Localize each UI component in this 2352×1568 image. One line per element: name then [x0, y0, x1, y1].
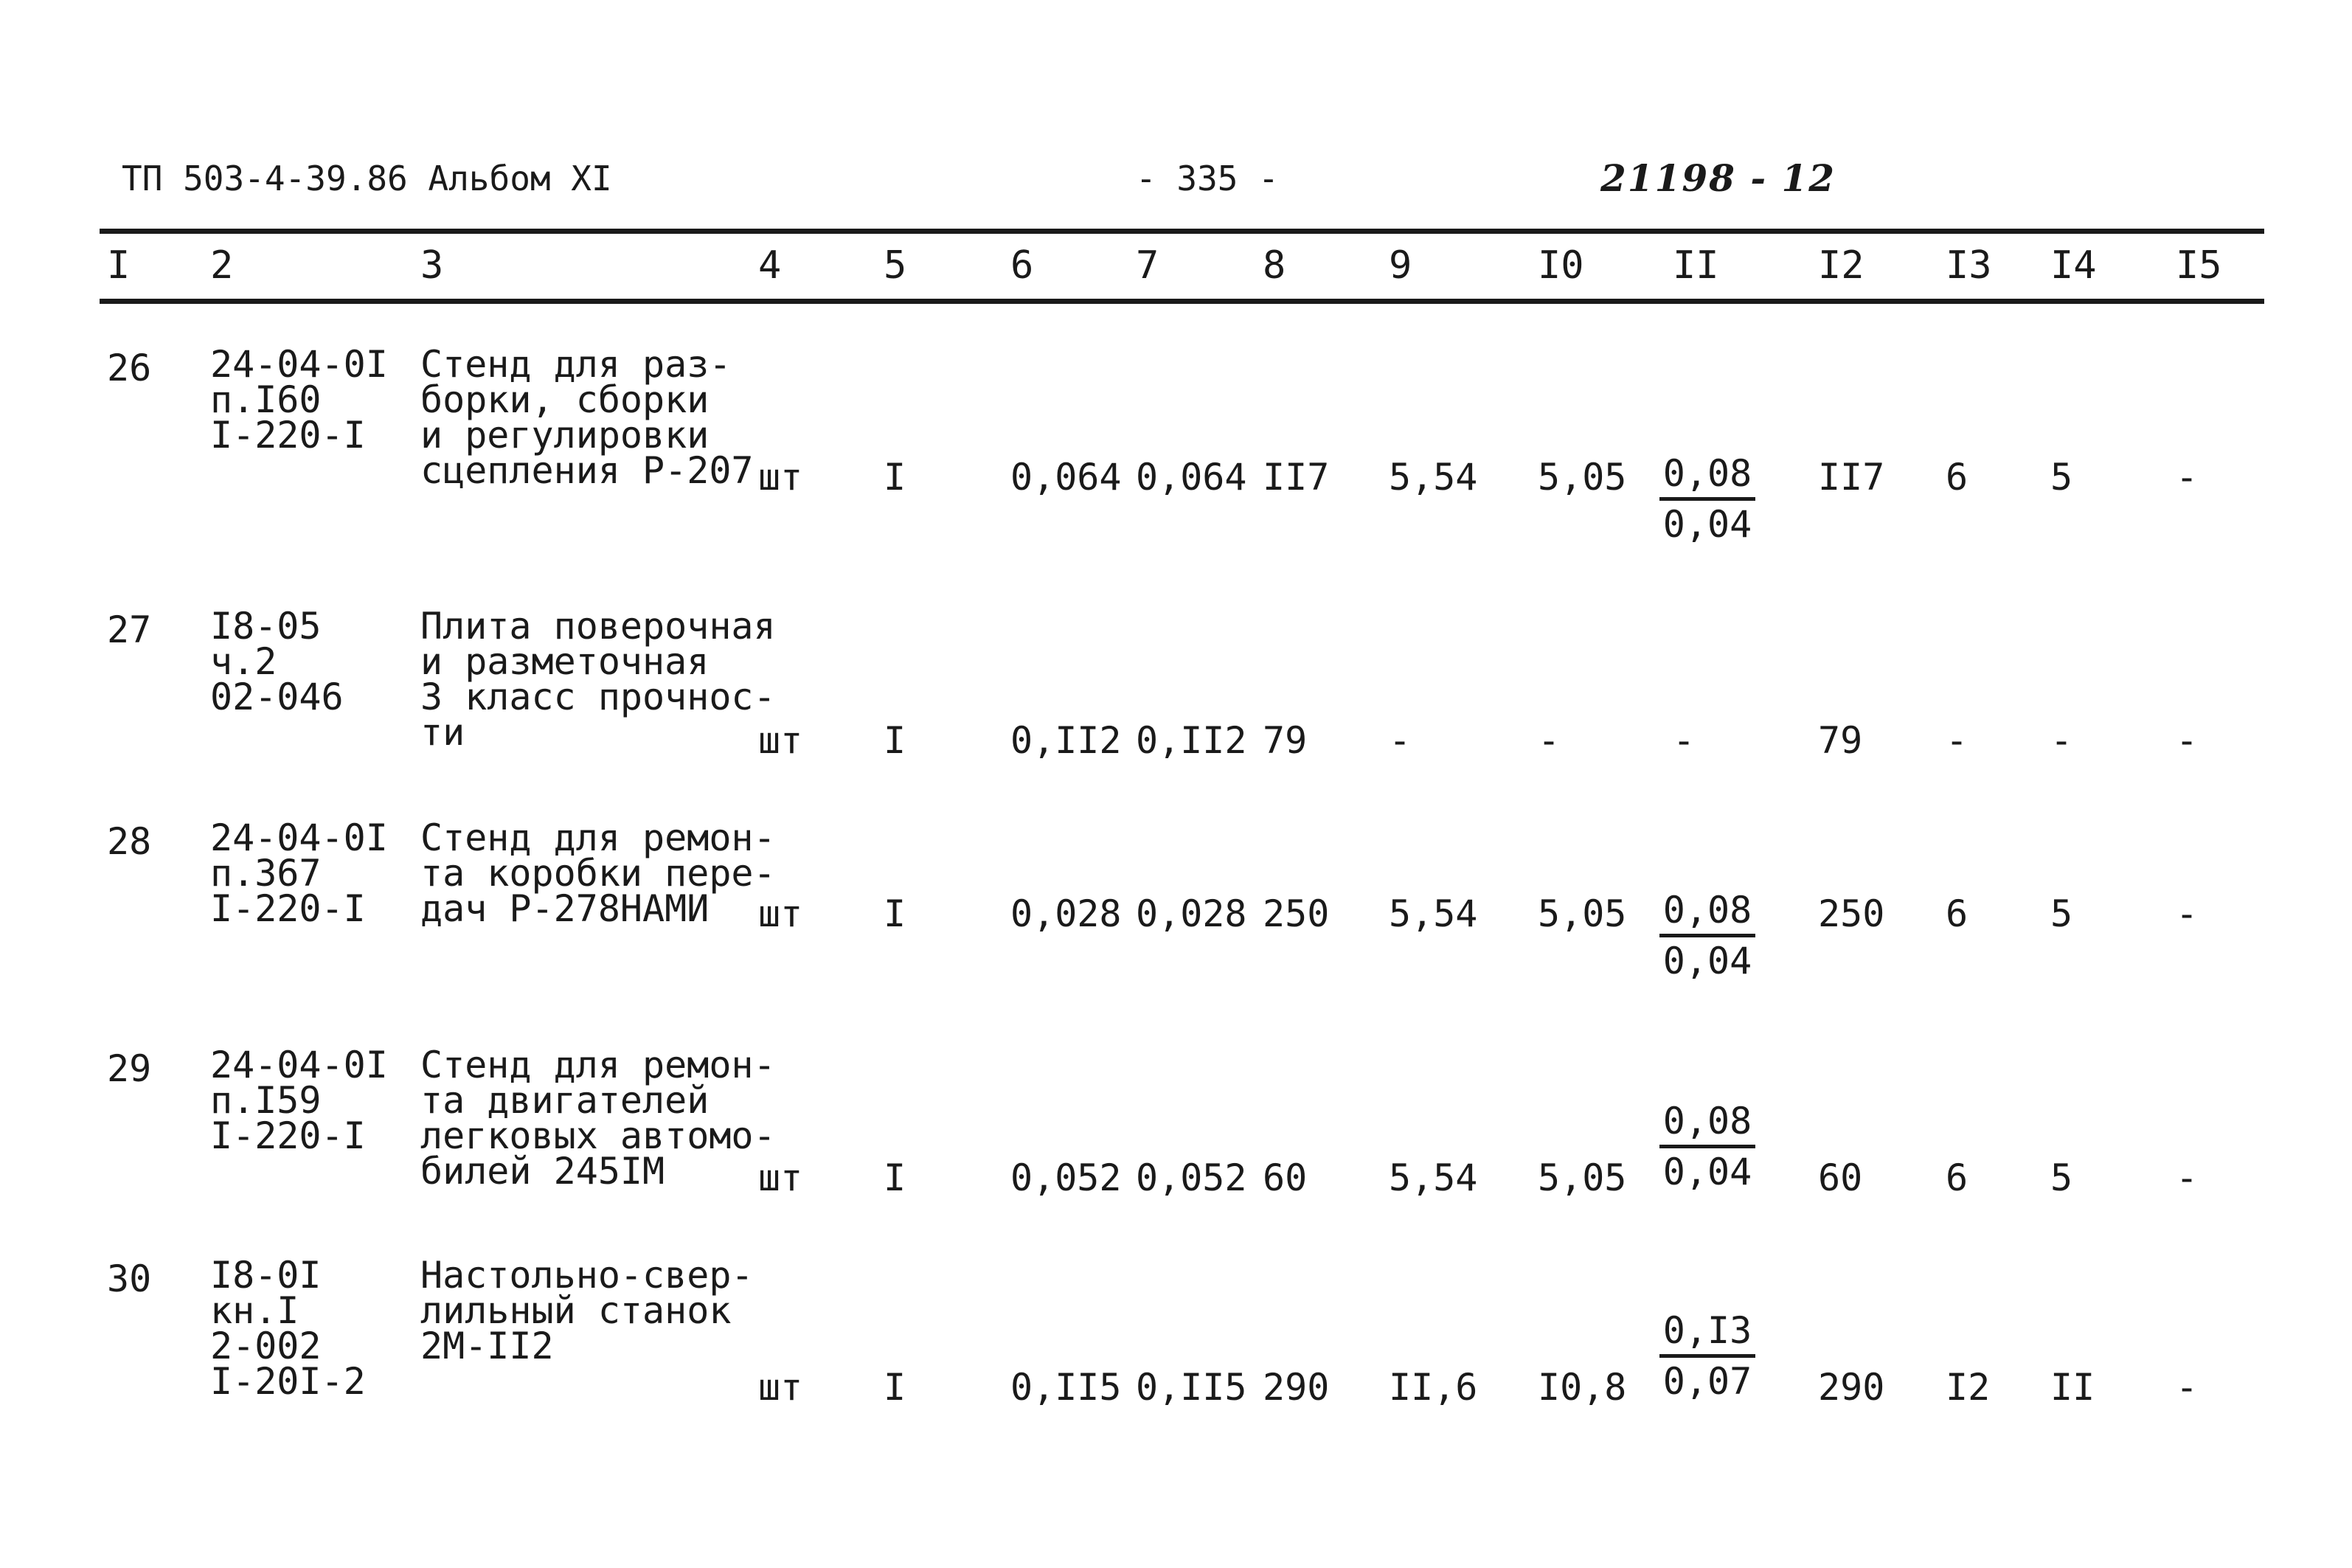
unit: шт: [758, 1156, 803, 1199]
col12-value: 60: [1818, 1156, 1863, 1199]
col-num-14: I4: [2050, 243, 2097, 288]
col6-value: 0,028: [1010, 892, 1122, 935]
col-num-4: 4: [758, 243, 782, 288]
col14-value: -: [2050, 719, 2073, 762]
col9-value: 5,54: [1389, 892, 1478, 935]
col10-value: 5,05: [1538, 892, 1627, 935]
quantity: I: [884, 719, 906, 762]
col15-value: -: [2176, 892, 2199, 935]
col-num-6: 6: [1010, 243, 1034, 288]
col7-value: 0,052: [1136, 1156, 1247, 1199]
col15-value: -: [2176, 719, 2199, 762]
col6-value: 0,II5: [1010, 1366, 1122, 1409]
col13-value: -: [1946, 719, 1968, 762]
col8-value: II7: [1263, 456, 1330, 499]
item-code: 24-04-0I п.I60 I-220-I: [210, 343, 388, 457]
fraction-denominator: 0,07: [1662, 1360, 1752, 1403]
col12-value: II7: [1818, 456, 1885, 499]
item-name: Настольно-свер- лильный станок 2М-II2: [420, 1254, 754, 1367]
col10-value: I0,8: [1538, 1366, 1627, 1409]
col8-value: 250: [1263, 892, 1330, 935]
col-num-1: I: [107, 243, 131, 288]
quantity: I: [884, 1366, 906, 1409]
col13-value: 6: [1946, 892, 1968, 935]
col9-value: 5,54: [1389, 1156, 1478, 1199]
row-number: 28: [107, 820, 152, 863]
col15-value: -: [2176, 456, 2199, 499]
col6-value: 0,052: [1010, 1156, 1122, 1199]
col9-value: 5,54: [1389, 456, 1478, 499]
col13-value: 6: [1946, 456, 1968, 499]
item-code: I8-05 ч.2 02-046: [210, 605, 344, 718]
col6-value: 0,II2: [1010, 719, 1122, 762]
unit: шт: [758, 456, 803, 499]
fraction-numerator: 0,08: [1659, 451, 1755, 501]
col11-fraction: [1659, 1308, 1755, 1405]
col10-value: 5,05: [1538, 456, 1627, 499]
unit: шт: [758, 719, 803, 762]
item-name: Плита поверочная и разметочная 3 класс прочнос- ти: [420, 605, 776, 754]
col-num-8: 8: [1263, 243, 1286, 288]
col-num-9: 9: [1389, 243, 1412, 288]
col-num-15: I5: [2176, 243, 2222, 288]
col11-value: -: [1673, 719, 1696, 762]
item-code: I8-0I кн.I 2-002 I-20I-2: [210, 1254, 366, 1403]
item-code: 24-04-0I п.367 I-220-I: [210, 816, 388, 930]
fraction-denominator: 0,04: [1662, 503, 1752, 546]
unit: шт: [758, 892, 803, 935]
col14-value: II: [2050, 1366, 2095, 1409]
top-rule: [100, 229, 2264, 234]
col11-fraction: [1659, 1099, 1755, 1196]
col12-value: 290: [1818, 1366, 1885, 1409]
fraction-denominator: 0,04: [1662, 1151, 1752, 1193]
col-num-11: II: [1673, 243, 1719, 288]
col12-value: 79: [1818, 719, 1863, 762]
col15-value: -: [2176, 1156, 2199, 1199]
row-number: 29: [107, 1047, 152, 1090]
fraction-numerator: 0,08: [1659, 1099, 1755, 1148]
fraction-denominator: 0,04: [1662, 940, 1752, 982]
col14-value: 5: [2050, 892, 2073, 935]
col8-value: 79: [1263, 719, 1308, 762]
col7-value: 0,064: [1136, 456, 1247, 499]
col9-value: -: [1389, 719, 1412, 762]
item-name: Стенд для раз- борки, сборки и регулировки сцепления Р-207: [420, 343, 754, 492]
col11-fraction: [1659, 451, 1755, 548]
quantity: I: [884, 892, 906, 935]
col10-value: 5,05: [1538, 1156, 1627, 1199]
col15-value: -: [2176, 1366, 2199, 1409]
fraction-numerator: 0,08: [1659, 888, 1755, 937]
handwritten-code: 21198 - 12: [1600, 156, 1836, 200]
row-number: 27: [107, 608, 152, 651]
col7-value: 0,II5: [1136, 1366, 1247, 1409]
fraction-numerator: 0,I3: [1659, 1308, 1755, 1358]
col14-value: 5: [2050, 456, 2073, 499]
col-num-10: I0: [1538, 243, 1584, 288]
quantity: I: [884, 456, 906, 499]
col-num-7: 7: [1136, 243, 1159, 288]
col11-fraction: [1659, 888, 1755, 985]
col-num-13: I3: [1946, 243, 1992, 288]
unit: шт: [758, 1366, 803, 1409]
col8-value: 290: [1263, 1366, 1330, 1409]
col8-value: 60: [1263, 1156, 1308, 1199]
col-num-3: 3: [420, 243, 444, 288]
row-number: 30: [107, 1257, 152, 1300]
col13-value: I2: [1946, 1366, 1991, 1409]
item-name: Стенд для ремон- та коробки пере- дач Р-278НАМИ: [420, 816, 776, 930]
col12-value: 250: [1818, 892, 1885, 935]
col13-value: 6: [1946, 1156, 1968, 1199]
item-name: Стенд для ремон- та двигателей легковых автомо- билей 245IМ: [420, 1044, 776, 1193]
page-number: - 335 -: [1136, 159, 1279, 198]
col7-value: 0,028: [1136, 892, 1247, 935]
col9-value: II,6: [1389, 1366, 1478, 1409]
header-bottom-rule: [100, 299, 2264, 304]
item-code: 24-04-0I п.I59 I-220-I: [210, 1044, 388, 1157]
document-id: ТП 503-4-39.86 Альбом XI: [122, 159, 612, 198]
col10-value: -: [1538, 719, 1561, 762]
col6-value: 0,064: [1010, 456, 1122, 499]
quantity: I: [884, 1156, 906, 1199]
col-num-2: 2: [210, 243, 234, 288]
col7-value: 0,II2: [1136, 719, 1247, 762]
row-number: 26: [107, 347, 152, 389]
col-num-5: 5: [884, 243, 907, 288]
col-num-12: I2: [1818, 243, 1864, 288]
col14-value: 5: [2050, 1156, 2073, 1199]
